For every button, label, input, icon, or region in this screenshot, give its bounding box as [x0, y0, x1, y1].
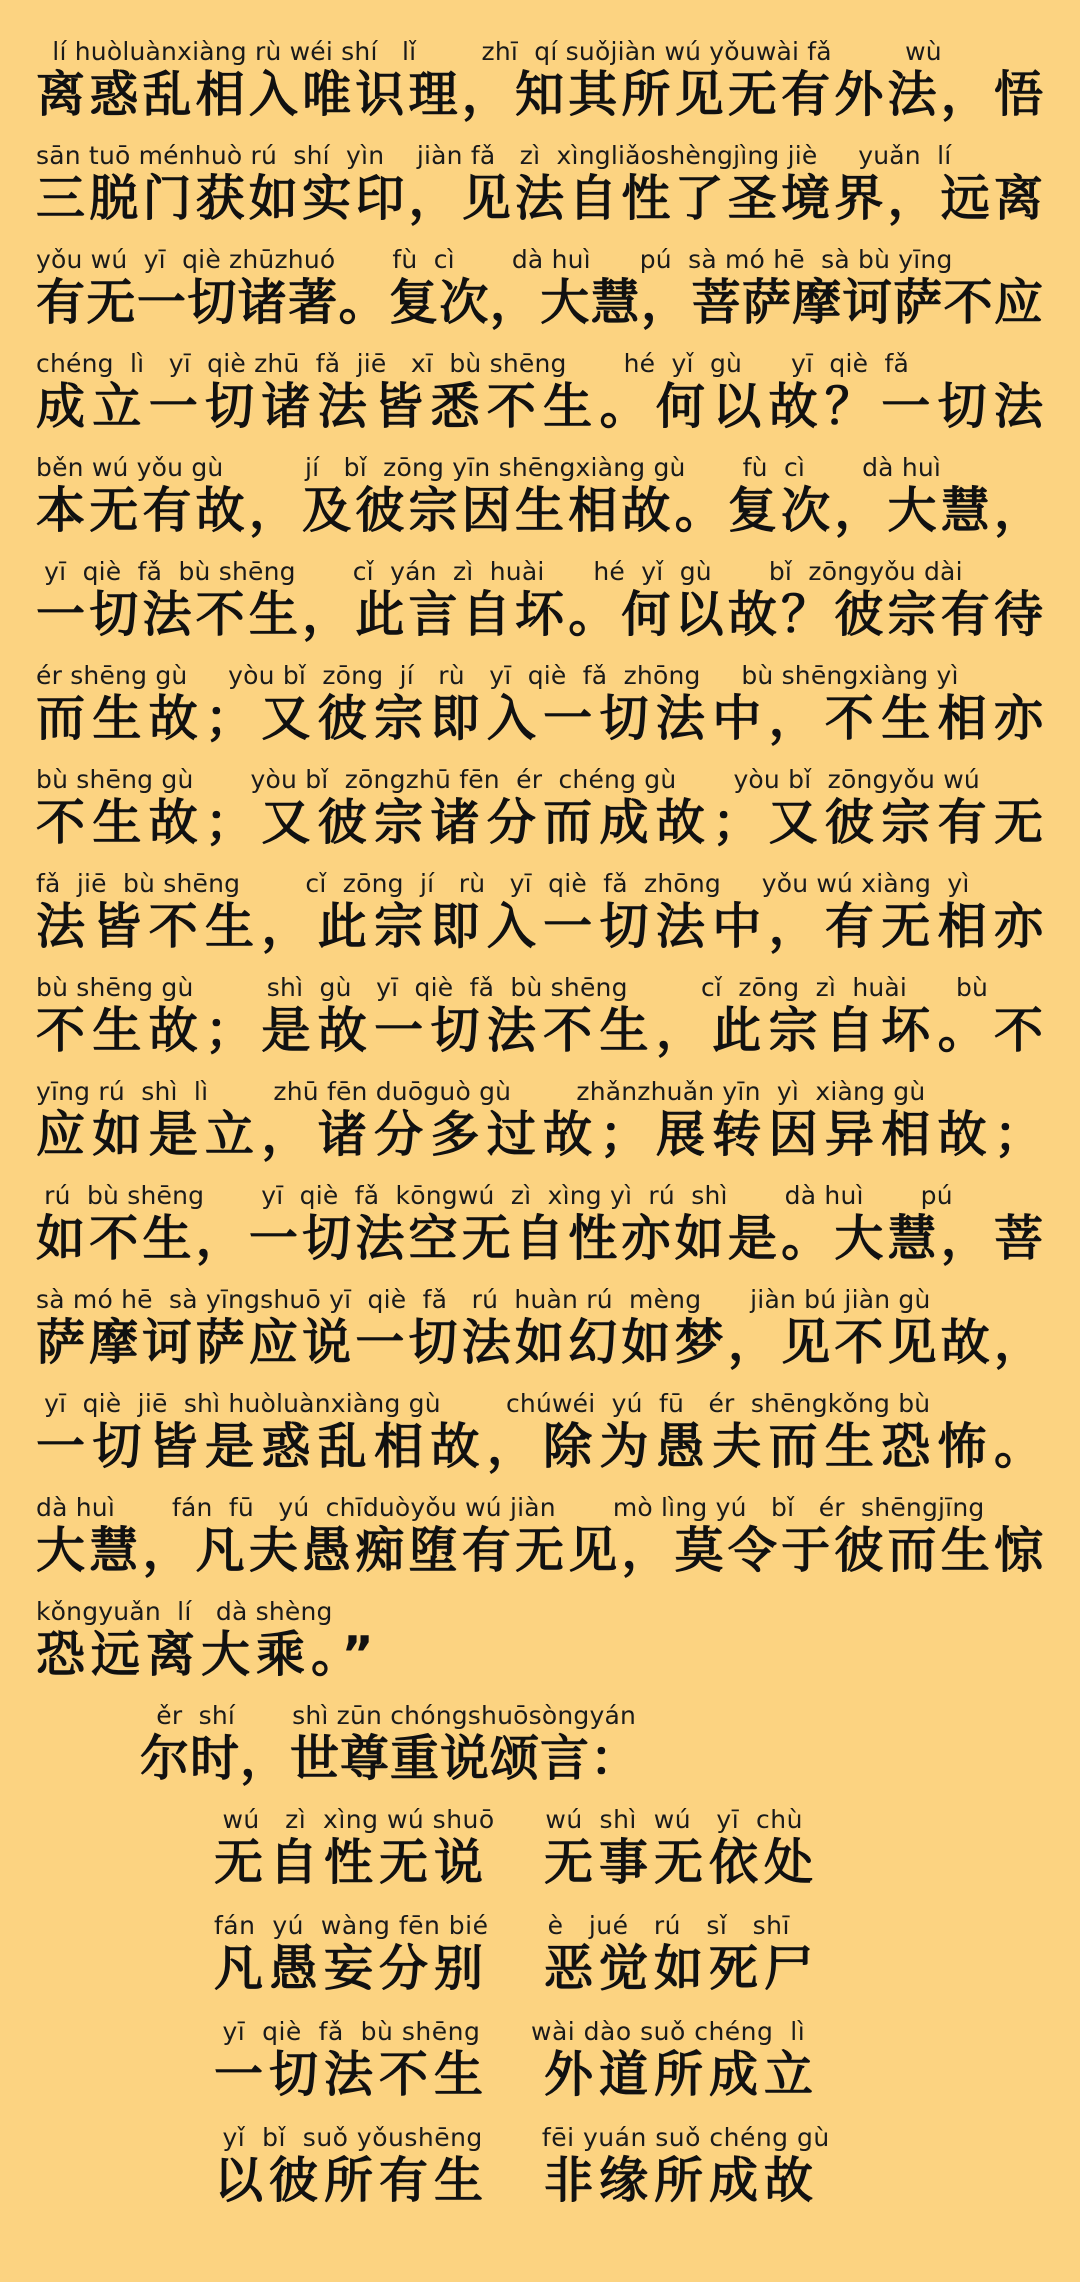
chinese-text: 本无有故，及彼宗因生相故。复次，大慧， [36, 482, 1044, 539]
text-line [36, 1286, 1044, 1390]
verse-intro-pinyin: ěr shí shì zūn chóngshuōsòngyán [140, 1702, 637, 1730]
verse-text: 凡愚妄分别 恶觉如死尸 [214, 1940, 820, 1997]
text-line [36, 350, 1044, 454]
text-line [36, 1598, 1044, 1702]
text-line [36, 246, 1044, 350]
pinyin-annotation: fǎ jiē bù shēng cǐ zōng jí rù yī qiè fǎ zhōng yǒu wú xiàng yì [36, 870, 970, 898]
text-line [36, 1390, 1044, 1494]
verse-block [36, 1806, 1044, 2230]
pinyin-annotation: dà huì fán fū yú chīduòyǒu wú jiàn mò lìng yú bǐ ér shēngjīng [36, 1494, 985, 1522]
text-line [36, 662, 1044, 766]
verse-line [36, 2018, 1044, 2124]
verse-text: 以彼所有生 非缘所成故 [214, 2152, 820, 2209]
pinyin-annotation: chéng lì yī qiè zhū fǎ jiē xī bù shēng hé yǐ gù yī qiè fǎ [36, 350, 909, 378]
chinese-text: 萨摩诃萨应说一切法如幻如梦，见不见故， [36, 1314, 1044, 1371]
text-line [36, 870, 1044, 974]
pinyin-annotation: yǒu wú yī qiè zhūzhuó fù cì dà huì pú sà mó hē sà bù yīng [36, 246, 953, 274]
pinyin-annotation: ér shēng gù yòu bǐ zōng jí rù yī qiè fǎ zhōng bù shēngxiàng yì [36, 662, 959, 690]
verse-text: 无自性无说 无事无依处 [214, 1834, 820, 1891]
pinyin-annotation: yīng rú shì lì zhū fēn duōguò gù zhǎnzhuǎn yīn yì xiàng gù [36, 1078, 926, 1106]
pinyin-annotation: kǒngyuǎn lí dà shèng [36, 1598, 333, 1626]
chinese-text: 离惑乱相入唯识理，知其所见无有外法，悟 [36, 66, 1044, 123]
chinese-text: 大慧，凡夫愚痴堕有无见，莫令于彼而生惊 [36, 1522, 1044, 1579]
pinyin-annotation: yī qiè jiē shì huòluànxiàng gù chúwéi yú fū ér shēngkǒng bù [36, 1390, 931, 1418]
pinyin-annotation: běn wú yǒu gù jí bǐ zōng yīn shēngxiàng gù fù cì dà huì [36, 454, 942, 482]
pinyin-annotation: bù shēng gù shì gù yī qiè fǎ bù shēng cǐ zōng zì huài bù [36, 974, 989, 1002]
pinyin-annotation: lí huòluànxiàng rù wéi shí lǐ zhī qí suǒjiàn wú yǒuwài fǎ wù [36, 38, 942, 66]
verse-pinyin: yǐ bǐ suǒ yǒushēng fēi yuán suǒ chéng gù [214, 2124, 830, 2152]
text-line [36, 558, 1044, 662]
chinese-text: 成立一切诸法皆悉不生。何以故？一切法 [36, 378, 1044, 435]
chinese-text: 如不生，一切法空无自性亦如是。大慧，菩 [36, 1210, 1044, 1267]
pinyin-annotation: yī qiè fǎ bù shēng cǐ yán zì huài hé yǐ gù bǐ zōngyǒu dài [36, 558, 963, 586]
verse-intro-line [36, 1702, 1044, 1806]
text-line [36, 1494, 1044, 1598]
verse-intro-text: 尔时，世尊重说颂言： [140, 1730, 641, 1787]
text-line [36, 142, 1044, 246]
pinyin-annotation: rú bù shēng yī qiè fǎ kōngwú zì xìng yì rú shì dà huì pú [36, 1182, 953, 1210]
chinese-text: 恐远离大乘。” [36, 1626, 380, 1683]
chinese-text: 有无一切诸著。复次，大慧，菩萨摩诃萨不应 [36, 274, 1044, 331]
chinese-text: 法皆不生，此宗即入一切法中，有无相亦 [36, 898, 1044, 955]
verse-line [36, 1912, 1044, 2018]
verse-pinyin: wú zì xìng wú shuō wú shì wú yī chù [214, 1806, 803, 1834]
pinyin-annotation: bù shēng gù yòu bǐ zōngzhū fēn ér chéng gù yòu bǐ zōngyǒu wú [36, 766, 980, 794]
chinese-text: 三脱门获如实印，见法自性了圣境界，远离 [36, 170, 1044, 227]
chinese-text: 而生故；又彼宗即入一切法中，不生相亦 [36, 690, 1044, 747]
text-line [36, 1182, 1044, 1286]
text-line [36, 38, 1044, 142]
chinese-text: 一切皆是惑乱相故，除为愚夫而生恐怖。 [36, 1418, 1044, 1475]
text-line [36, 454, 1044, 558]
verse-pinyin: fán yú wàng fēn bié è jué rú sǐ shī [214, 1912, 790, 1940]
chinese-text: 不生故；又彼宗诸分而成故；又彼宗有无 [36, 794, 1044, 851]
pinyin-annotation: sà mó hē sà yīngshuō yī qiè fǎ rú huàn rú mèng jiàn bú jiàn gù [36, 1286, 931, 1314]
chinese-text: 应如是立，诸分多过故；展转因异相故； [36, 1106, 1044, 1163]
verse-line [36, 2124, 1044, 2230]
chinese-text: 一切法不生，此言自坏。何以故？彼宗有待 [36, 586, 1044, 643]
verse-line [36, 1806, 1044, 1912]
text-line [36, 974, 1044, 1078]
pinyin-annotation: sān tuō ménhuò rú shí yìn jiàn fǎ zì xìngliǎoshèngjìng jiè yuǎn lí [36, 142, 952, 170]
text-line [36, 1078, 1044, 1182]
text-line [36, 766, 1044, 870]
chinese-text: 不生故；是故一切法不生，此宗自坏。不 [36, 1002, 1044, 1059]
verse-text: 一切法不生 外道所成立 [214, 2046, 820, 2103]
verse-pinyin: yī qiè fǎ bù shēng wài dào suǒ chéng lì [214, 2018, 806, 2046]
prose-block [36, 38, 1044, 1702]
